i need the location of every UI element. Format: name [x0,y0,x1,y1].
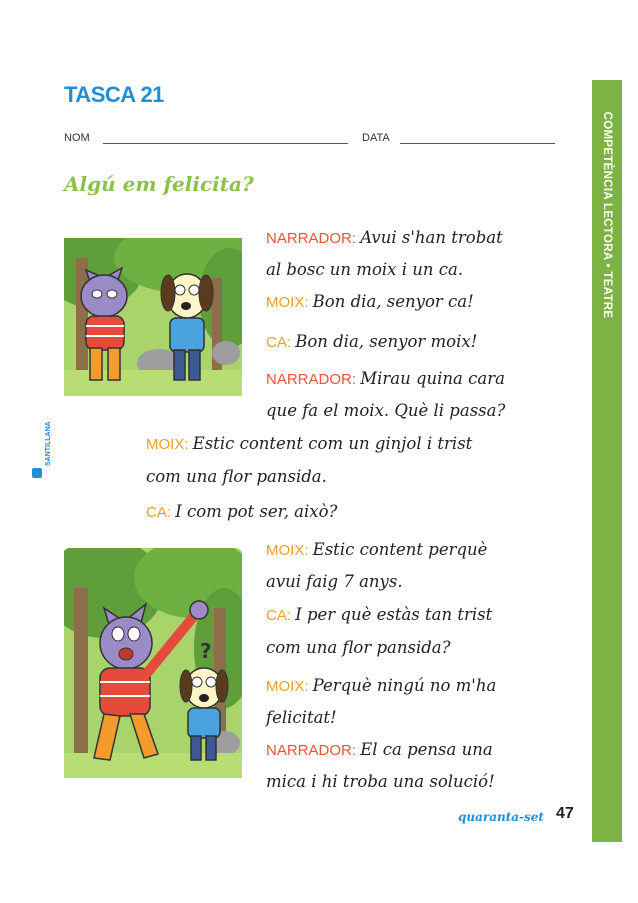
dialogue-line [266,708,337,727]
speaker-label: MOIX: [266,678,313,695]
illustration-cat-dog-meeting [64,238,242,396]
page-number: 47 [556,805,574,822]
dialogue-text: com una flor pansida. [146,467,327,486]
dialogue-text: Bon dia, senyor ca! [312,292,474,311]
dialogue-line [266,540,487,559]
svg-text:?: ? [200,639,212,663]
dialogue-text: El ca pensa una [360,740,493,759]
dialogue-text: mica i hi troba una solució! [266,772,495,791]
dialogue-text: al bosc un moix i un ca. [266,260,464,279]
dialogue-line [266,638,451,657]
page-number-word: quaranta-set [458,810,544,824]
speaker-label: MOIX: [266,542,313,559]
dialogue-text: Estic content com un ginjol i trist [192,434,473,453]
dialogue-text: Bon dia, senyor moix! [295,332,478,351]
speaker-label: NARRADOR: [266,371,361,388]
dialogue-line [266,401,505,420]
speaker-label: MOIX: [146,436,193,453]
speaker-label: NARRADOR: [266,230,361,247]
dialogue-line [266,260,463,279]
dialogue-line [266,572,403,591]
name-label: NOM [64,132,90,144]
dialogue-line [266,605,492,624]
dialogue-text: Perquè ningú no m'ha [312,676,497,695]
speaker-label: CA: [266,607,296,624]
dialogue-line [146,467,327,486]
dialogue-text: avui faig 7 anys. [266,572,403,591]
dialogue-text: felicitat! [266,708,337,727]
dialogue-line [266,772,495,791]
dialogue-text: I per què estàs tan trist [295,605,493,624]
dialogue-line [266,228,503,247]
date-field-line[interactable] [400,143,555,144]
dialogue-text: com una flor pansida? [266,638,451,657]
dialogue-line [146,502,337,521]
dialogue-line [266,332,477,351]
dialogue-line [266,369,505,388]
date-label: DATA [362,132,390,144]
speaker-label: MOIX: [266,294,313,311]
publisher-name: SANTILLANA [45,421,52,466]
dialogue-line [266,676,496,695]
task-title: TASCA 21 [64,82,164,107]
dialogue-line [266,292,474,311]
dialogue-text: Avui s'han trobat [360,228,503,247]
speaker-label: NARRADOR: [266,742,361,759]
dialogue-text: que fa el moix. Què li passa? [266,401,506,420]
dialogue-text: Mirau quina cara [360,369,505,388]
dialogue-line [146,434,472,453]
dialogue-text: I com pot ser, això? [175,502,338,521]
publisher-logo [30,420,56,480]
sidebar-label: COMPETÈNCIA LECTORA • TEATRE [601,111,613,319]
speaker-label: CA: [266,334,296,351]
speaker-label: CA: [146,504,176,521]
story-title: Algú em felicita? [64,172,254,196]
dialogue-line [266,740,493,759]
illustration-cat-dog-thinking [64,548,242,778]
dialogue-text: Estic content perquè [312,540,488,559]
name-field-line[interactable] [103,143,348,144]
